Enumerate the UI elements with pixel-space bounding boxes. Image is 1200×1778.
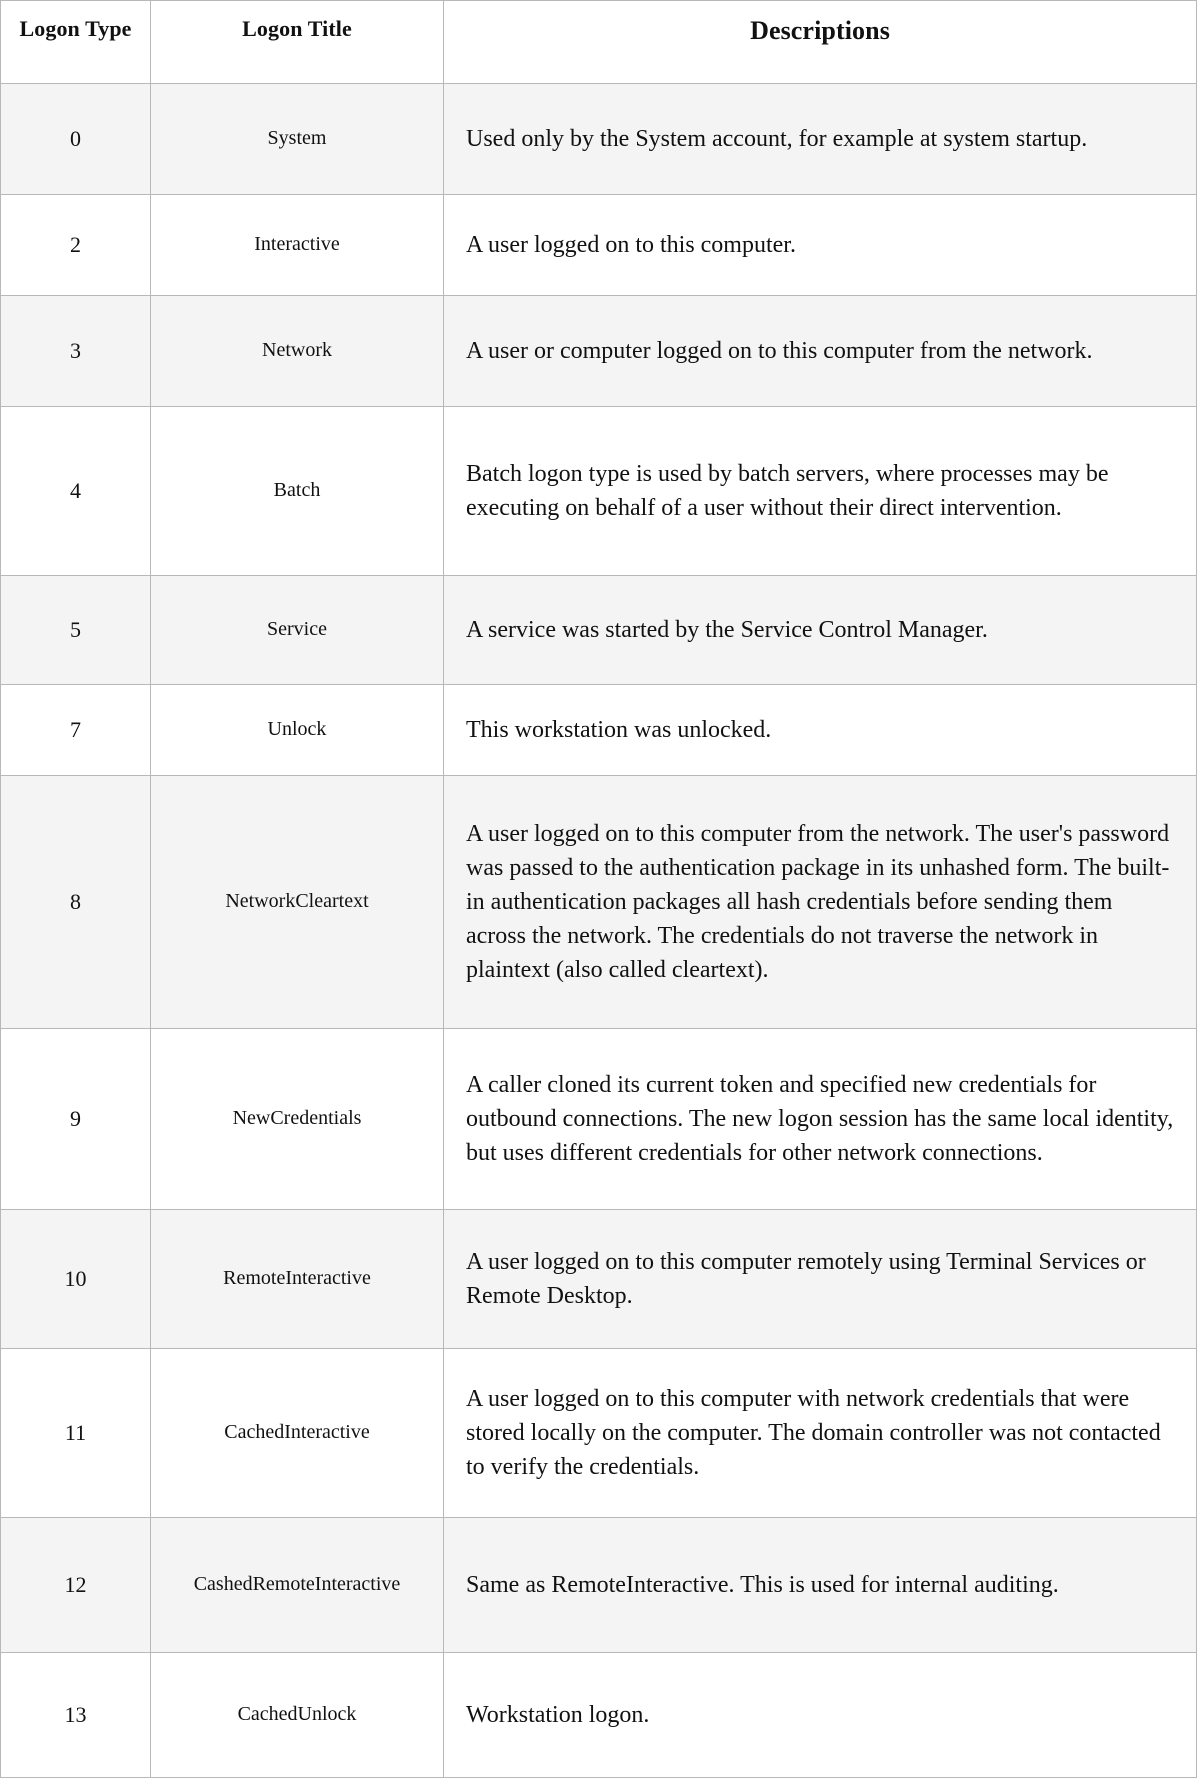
cell-logon-type: 3 <box>1 295 151 406</box>
table-row <box>1 1517 1197 1652</box>
table-row <box>1 406 1197 575</box>
cell-logon-type: 4 <box>1 406 151 575</box>
column-header-descriptions <box>444 1 1197 84</box>
cell-logon-title: Batch <box>151 406 444 575</box>
cell-logon-type: 12 <box>1 1517 151 1652</box>
cell-logon-title: System <box>151 83 444 194</box>
cell-logon-type: 5 <box>1 575 151 684</box>
table-row <box>1 1028 1197 1209</box>
table-row <box>1 1348 1197 1517</box>
table-row <box>1 194 1197 295</box>
table-row <box>1 1652 1197 1777</box>
table-header-row <box>1 1 1197 84</box>
column-header-descriptions-label: Descriptions <box>750 16 890 45</box>
table-row <box>1 83 1197 194</box>
table-row <box>1 295 1197 406</box>
cell-logon-type: 2 <box>1 194 151 295</box>
cell-description: A user or computer logged on to this computer from the network. <box>444 295 1197 406</box>
cell-logon-title: CachedUnlock <box>151 1652 444 1777</box>
cell-description: A caller cloned its current token and specified new credentials for outbound connections. The new logon session has the same local identity, but uses different credentials for other network connections. <box>444 1028 1197 1209</box>
column-header-logon-type-label: Logon Type <box>19 16 132 42</box>
cell-description: A user logged on to this computer from the network. The user's password was passed to the authentication package in its unhashed form. The built-in authentication packages all hash credentials before sending them across the network. The credentials do not traverse the network in plaintext (also called cleartext). <box>444 775 1197 1028</box>
table-row <box>1 1209 1197 1348</box>
cell-logon-title: Interactive <box>151 194 444 295</box>
cell-description: Same as RemoteInteractive. This is used for internal auditing. <box>444 1517 1197 1652</box>
cell-logon-title: RemoteInteractive <box>151 1209 444 1348</box>
column-header-logon-title-label: Logon Title <box>242 16 352 42</box>
cell-logon-type: 9 <box>1 1028 151 1209</box>
cell-description: Workstation logon. <box>444 1652 1197 1777</box>
column-header-logon-type <box>1 1 151 84</box>
cell-description: A service was started by the Service Control Manager. <box>444 575 1197 684</box>
table-row <box>1 775 1197 1028</box>
cell-description: A user logged on to this computer. <box>444 194 1197 295</box>
cell-logon-type: 7 <box>1 684 151 775</box>
cell-logon-type: 11 <box>1 1348 151 1517</box>
cell-logon-type: 13 <box>1 1652 151 1777</box>
cell-description: Used only by the System account, for example at system startup. <box>444 83 1197 194</box>
table-body <box>1 83 1197 1777</box>
cell-logon-type: 8 <box>1 775 151 1028</box>
cell-logon-type: 0 <box>1 83 151 194</box>
cell-logon-title: CachedInteractive <box>151 1348 444 1517</box>
column-header-logon-title <box>151 1 444 84</box>
table-row <box>1 575 1197 684</box>
cell-description: A user logged on to this computer remotely using Terminal Services or Remote Desktop. <box>444 1209 1197 1348</box>
cell-description: Batch logon type is used by batch servers, where processes may be executing on behalf of a user without their direct intervention. <box>444 406 1197 575</box>
cell-logon-title: NewCredentials <box>151 1028 444 1209</box>
cell-description: This workstation was unlocked. <box>444 684 1197 775</box>
cell-logon-title: CashedRemoteInteractive <box>151 1517 444 1652</box>
cell-description: A user logged on to this computer with network credentials that were stored locally on the computer. The domain controller was not contacted to verify the credentials. <box>444 1348 1197 1517</box>
cell-logon-title: Service <box>151 575 444 684</box>
cell-logon-type: 10 <box>1 1209 151 1348</box>
cell-logon-title: Network <box>151 295 444 406</box>
table-row <box>1 684 1197 775</box>
cell-logon-title: Unlock <box>151 684 444 775</box>
table-header <box>1 1 1197 84</box>
cell-logon-title: NetworkCleartext <box>151 775 444 1028</box>
